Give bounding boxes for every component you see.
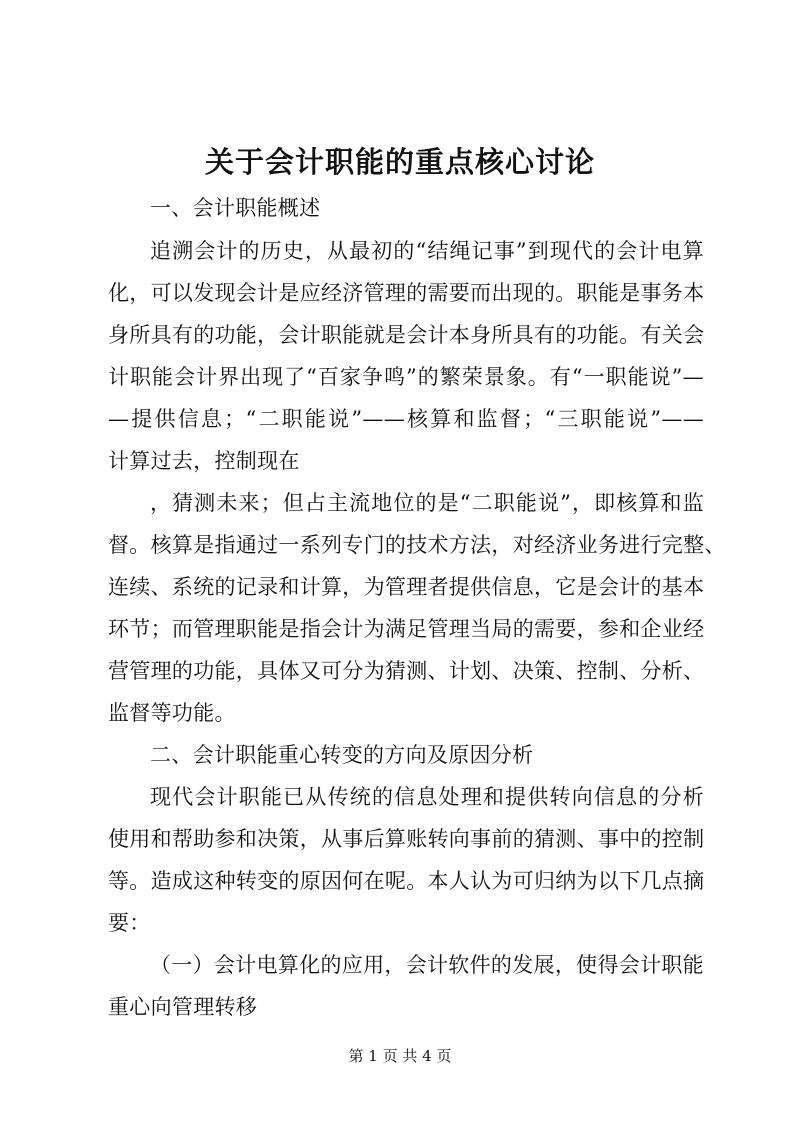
paragraph-line: 计职能会计界出现了“百家争鸣”的繁荣景象。有“一职能说”—	[108, 365, 704, 389]
subsection-heading-continued: 重心向管理转移	[108, 995, 258, 1019]
document-title: 关于会计职能的重点核心讨论	[204, 145, 595, 179]
paragraph-line: 计算过去，控制现在	[108, 449, 300, 473]
paragraph-line: 督。核算是指通过一系列专门的技术方法，对经济业务进行完整、	[108, 533, 726, 557]
subsection-heading: （一）会计电算化的应用，会计软件的发展，使得会计职能	[150, 953, 704, 977]
paragraph-line: ，猜测未来；但占主流地位的是“二职能说”，即核算和监	[150, 491, 704, 515]
paragraph-line: 连续、系统的记录和计算，为管理者提供信息，它是会计的基本	[108, 575, 705, 599]
paragraph-line: 营管理的功能，具体又可分为猜测、计划、决策、控制、分析、	[108, 659, 705, 683]
paragraph-line: 身所具有的功能，会计职能就是会计本身所具有的功能。有关会	[108, 323, 705, 347]
paragraph-line: 现代会计职能已从传统的信息处理和提供转向信息的分析	[150, 785, 704, 809]
paragraph-line: 要：	[108, 911, 151, 935]
paragraph-line: 追溯会计的历史，从最初的“结绳记事”到现代的会计电算	[150, 239, 704, 263]
paragraph-line: 环节；而管理职能是指会计为满足管理当局的需要，参和企业经	[108, 617, 705, 641]
paragraph-line: 使用和帮助参和决策，从事后算账转向事前的猜测、事中的控制	[108, 827, 705, 851]
page-indicator: 第 1 页 共 4 页	[348, 1047, 452, 1065]
paragraph-line: 监督等功能。	[108, 701, 236, 725]
paragraph-line: 化，可以发现会计是应经济管理的需要而出现的。职能是事务本	[108, 281, 705, 305]
paragraph-line: 等。造成这种转变的原因何在呢。本人认为可归纳为以下几点摘	[108, 869, 705, 893]
section-heading-2: 二、会计职能重心转变的方向及原因分析	[150, 743, 534, 767]
paragraph-line: —提供信息；“二职能说”——核算和监督；“三职能说”——	[108, 407, 704, 431]
section-heading-1: 一、会计职能概述	[150, 196, 321, 220]
